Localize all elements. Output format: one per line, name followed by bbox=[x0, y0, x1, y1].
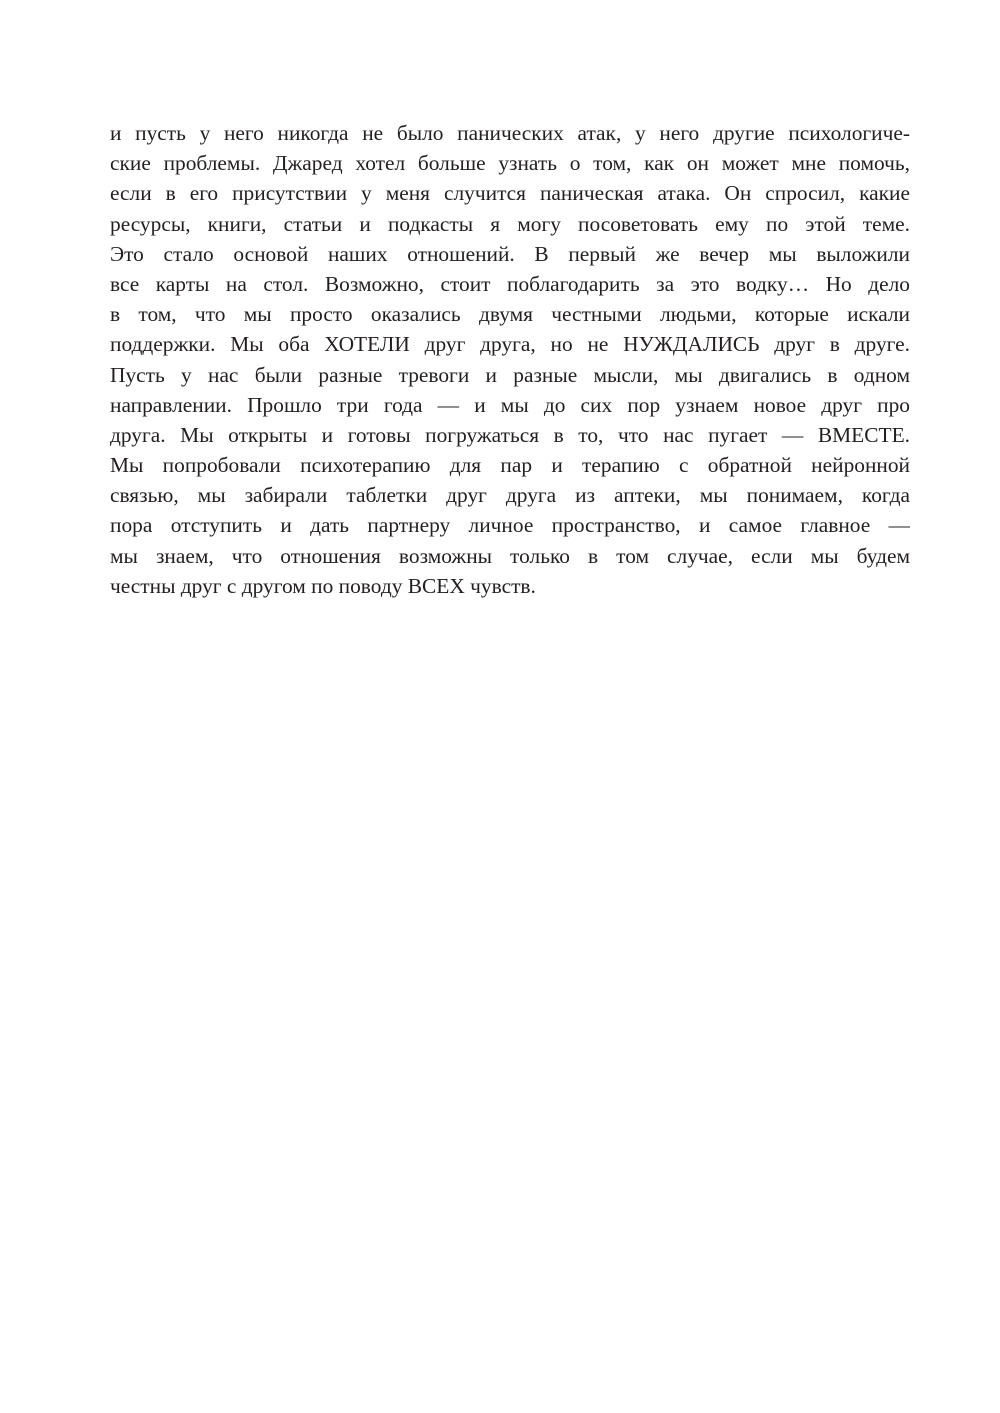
text-line: и пусть у него никогда не было панических атак, у него другие психологиче- bbox=[110, 121, 910, 145]
text-line: ские проблемы. Джаред хотел больше узнать о том, как он может мне помочь, bbox=[110, 151, 910, 176]
text-line: Это стало основой наших отношений. В первый же вечер мы выложили bbox=[110, 241, 910, 266]
text-line: Мы попробовали психотерапию для пар и терапию с обратной нейронной bbox=[110, 453, 910, 478]
body-paragraph bbox=[110, 118, 910, 601]
text-line: направлении. Прошло три года — и мы до сих пор узнаем новое друг про bbox=[110, 392, 910, 417]
text-line: друга. Мы открыты и готовы погружаться в то, что нас пугает — ВМЕСТЕ. bbox=[110, 422, 910, 447]
text-line: в том, что мы просто оказались двумя честными людьми, которые искали bbox=[110, 302, 910, 327]
text-line: честны друг с другом по поводу ВСЕХ чувств. bbox=[110, 573, 536, 598]
text-line: поддержки. Мы оба ХОТЕЛИ друг друга, но не НУЖДАЛИСЬ друг в друге. bbox=[110, 332, 910, 357]
text-line: все карты на стол. Возможно, стоит поблагодарить за это водку… Но дело bbox=[110, 271, 910, 296]
text-line: связью, мы забирали таблетки друг друга из аптеки, мы понимаем, когда bbox=[110, 483, 910, 508]
text-line: ресурсы, книги, статьи и подкасты я могу посоветовать ему по этой теме. bbox=[110, 211, 910, 236]
text-line: пора отступить и дать партнеру личное пространство, и самое главное — bbox=[110, 513, 910, 538]
text-line: Пусть у нас были разные тревоги и разные мысли, мы двигались в одном bbox=[110, 362, 910, 387]
text-line: если в его присутствии у меня случится паническая атака. Он спросил, какие bbox=[110, 181, 910, 206]
text-line: мы знаем, что отношения возможны только в том случае, если мы будем bbox=[110, 543, 910, 568]
